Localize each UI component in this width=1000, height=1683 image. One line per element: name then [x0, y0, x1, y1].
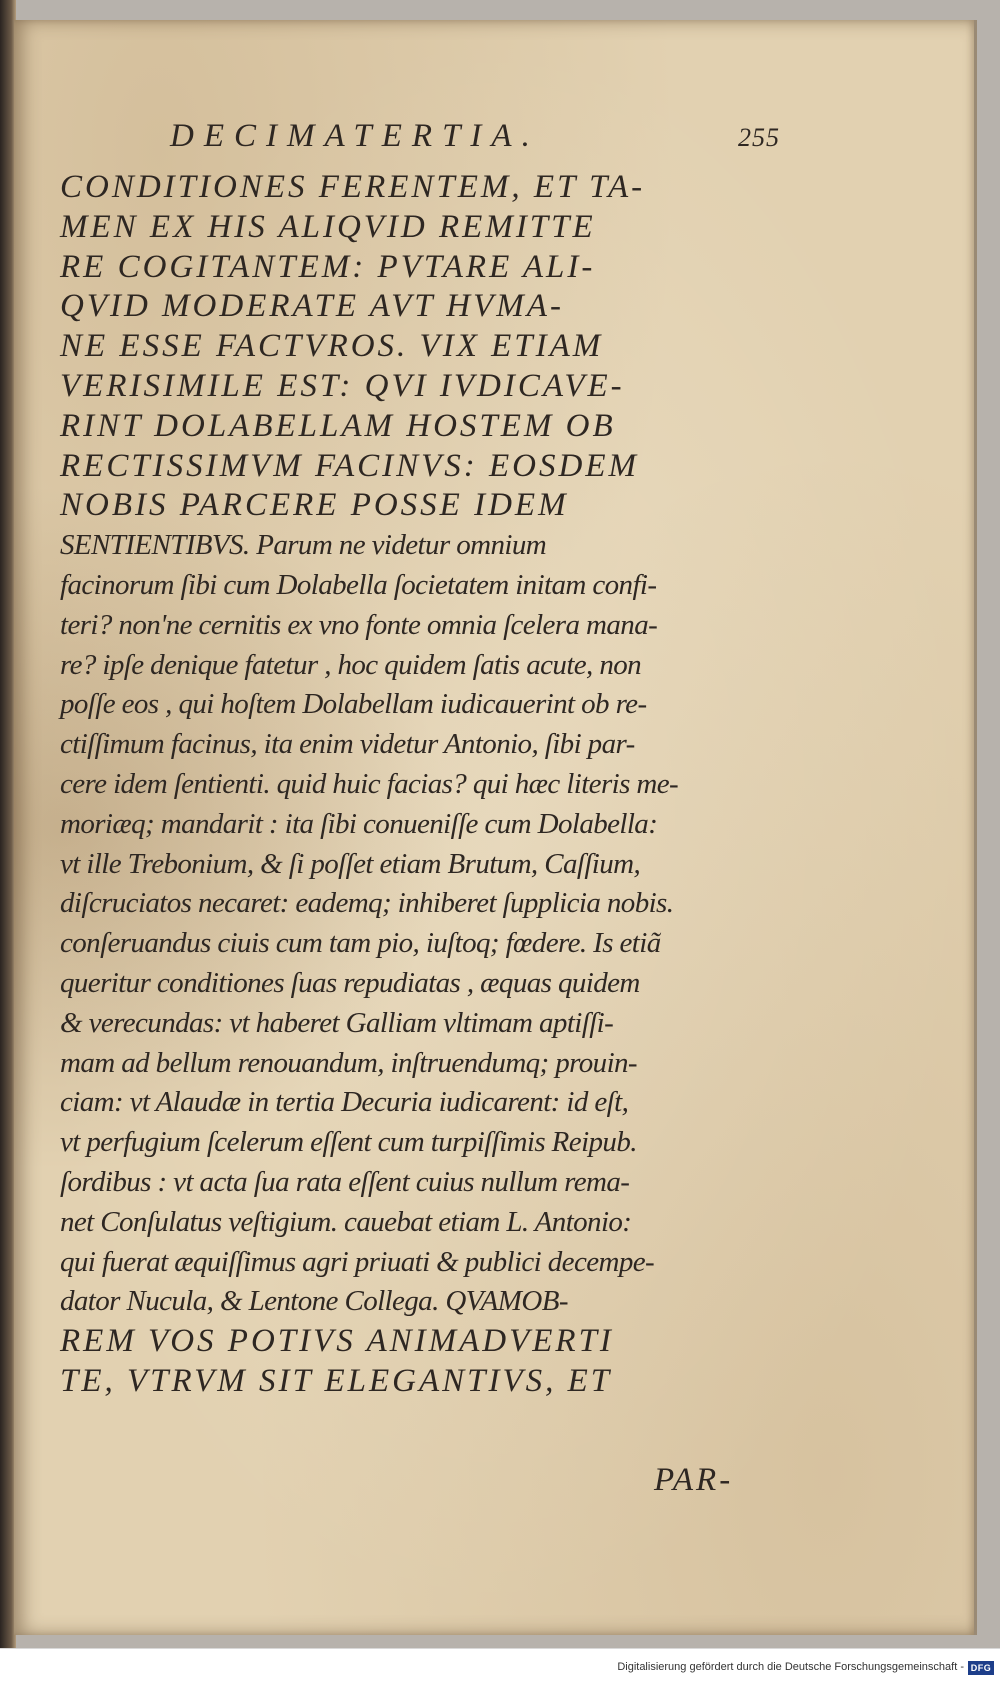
- text-line: vt ille Trebonium, & ſi poſſet etiam Brutum, Caſſium,: [60, 847, 641, 880]
- text-line: moriæq; mandarit : ita ſibi conueniſſe cum Dolabella:: [60, 807, 658, 840]
- text-line: VERISIMILE EST: QVI IVDICAVE-: [60, 367, 625, 404]
- text-line: ciam: vt Alaudæ in tertia Decuria iudicarent: id eſt,: [60, 1086, 629, 1119]
- text-line: dator Nucula, & Lentone Collega. QVAMOB-: [60, 1285, 568, 1318]
- text-line: diſcruciatos necaret: eademq; inhiberet ſupplicia nobis.: [60, 887, 674, 920]
- running-head: [60, 118, 800, 168]
- text-line: RINT DOLABELLAM HOSTEM OB: [60, 407, 616, 444]
- funding-credit: Digitalisierung gefördert durch die Deutsche Forschungsgemeinschaft -: [617, 1661, 964, 1673]
- text-line: & verecundas: vt haberet Galliam vltimam aptiſſi-: [60, 1006, 614, 1039]
- text-line: QVID MODERATE AVT HVMA-: [60, 288, 564, 325]
- text-line: mam ad bellum renouandum, inſtruendumq; prouin-: [60, 1046, 637, 1079]
- text-line: cere idem ſentienti. quid huic facias? qui hæc literis me-: [60, 767, 679, 800]
- text-line: NE ESSE FACTVROS. VIX ETIAM: [60, 328, 604, 365]
- text-line: ſordibus : vt acta ſua rata eſſent cuius nullum rema-: [60, 1165, 630, 1198]
- text-line: CONDITIONES FERENTEM, ET TA-: [60, 169, 646, 205]
- text-line: SENTIENTIBVS. Parum ne videtur omnium: [60, 529, 547, 562]
- catchword: PAR-: [654, 1462, 734, 1498]
- text-line: RE COGITANTEM: PVTARE ALI-: [60, 248, 596, 285]
- text-line: conſeruandus ciuis cum tam pio, iuſtoq; fœdere. Is etiã: [60, 927, 661, 960]
- text-line: teri? non'ne cernitis ex vno fonte omnia ſcelera mana-: [60, 608, 658, 641]
- text-line: poſſe eos , qui hoſtem Dolabellam iudicauerint ob re-: [60, 688, 647, 721]
- dfg-logo-icon: DFG: [968, 1661, 994, 1675]
- text-line: RECTISSIMVM FACINVS: EOSDEM: [60, 447, 639, 484]
- body-passage: [60, 526, 800, 1402]
- footer-bar: [0, 1648, 1000, 1683]
- text-line: MEN EX HIS ALIQVID REMITTE: [60, 208, 596, 245]
- text-block: [60, 118, 800, 1402]
- text-line: facinorum ſibi cum Dolabella ſocietatem initam confi-: [60, 568, 657, 601]
- book-page: [14, 20, 977, 1635]
- text-line: qui fuerat æquiſſimus agri priuati & publici decempe-: [60, 1245, 655, 1278]
- page-number: 255: [738, 123, 780, 152]
- text-line: net Conſulatus veſtigium. cauebat etiam L. Antonio:: [60, 1205, 632, 1238]
- text-line: REM VOS POTIVS ANIMADVERTI: [60, 1323, 614, 1360]
- text-line: ctiſſimum facinus, ita enim videtur Antonio, ſibi par-: [60, 728, 635, 761]
- running-head-title: DECIMATERTIA.: [170, 118, 540, 154]
- capitals-passage: [60, 168, 800, 526]
- text-line: TE, VTRVM SIT ELEGANTIVS, ET: [60, 1362, 613, 1399]
- text-line: vt perfugium ſcelerum eſſent cum turpiſſimis Reipub.: [60, 1126, 637, 1159]
- text-line: re? ipſe denique fatetur , hoc quidem ſatis acute, non: [60, 648, 642, 681]
- text-line: NOBIS PARCERE POSSE IDEM: [60, 487, 569, 524]
- text-line: queritur conditiones ſuas repudiatas , æquas quidem: [60, 966, 640, 999]
